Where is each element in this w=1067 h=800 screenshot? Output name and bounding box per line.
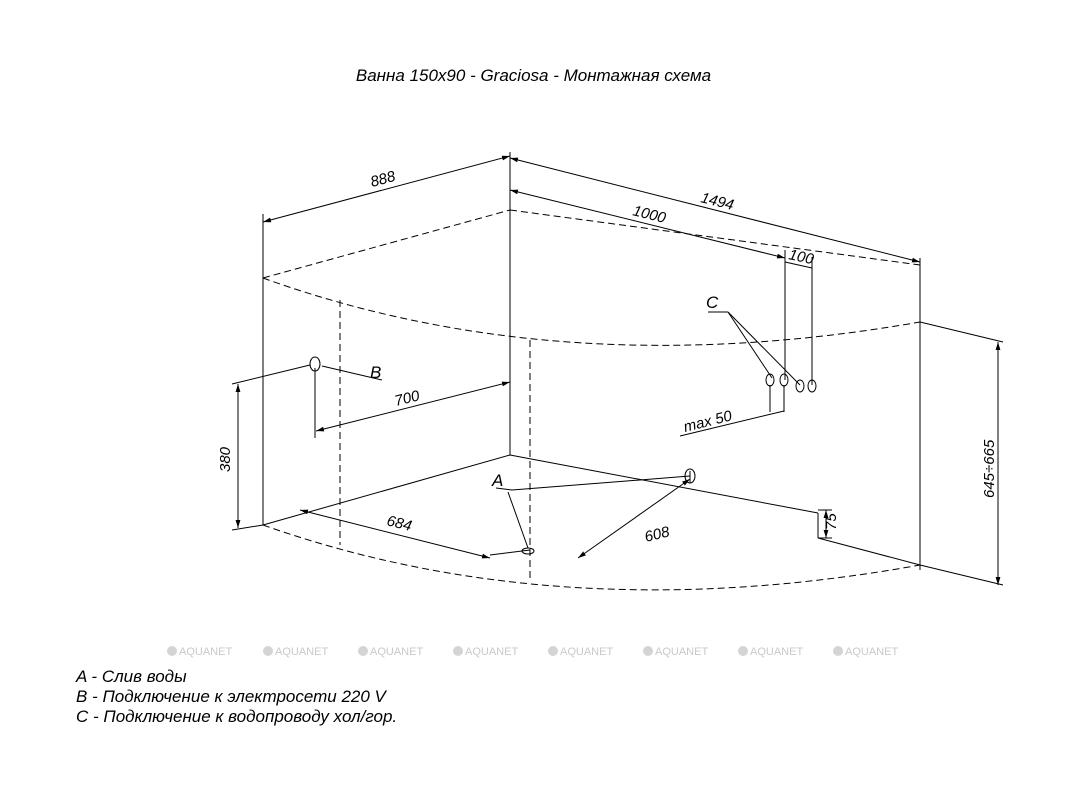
diagram-title: Ванна 150x90 - Graciosa - Монтажная схема (355, 66, 712, 85)
tub-frame-solid (263, 158, 920, 570)
dimension-lines (232, 152, 1003, 585)
dim-684: 684 (385, 512, 414, 535)
watermark: AQUANET (750, 646, 804, 658)
dim-700: 700 (392, 387, 422, 410)
legend-item-water: C - Подключение к водопроводу хол/гор. (76, 707, 398, 726)
legend-item-power: B - Подключение к электросети 220 V (76, 687, 386, 706)
water-inlet-marker-3 (796, 380, 804, 392)
dim-1000: 1000 (631, 202, 668, 227)
watermark: AQUANET (655, 646, 709, 658)
legend (76, 667, 397, 727)
watermark: AQUANET (845, 646, 899, 658)
callout-a: A (492, 471, 504, 490)
dim-888: 888 (368, 167, 398, 191)
callout-c: C (706, 293, 719, 312)
water-inlet-marker-2 (780, 374, 788, 386)
dim-max50: max 50 (681, 407, 734, 436)
tub-frame-dashed (263, 210, 920, 590)
dim-100: 100 (787, 246, 816, 269)
callout-b: B (370, 363, 382, 382)
watermark-row (167, 646, 898, 658)
watermark: AQUANET (370, 646, 424, 658)
watermark: AQUANET (560, 646, 614, 658)
dim-75: 75 (823, 513, 840, 530)
watermark: AQUANET (465, 646, 519, 658)
watermark: AQUANET (179, 646, 233, 658)
watermark: AQUANET (275, 646, 329, 658)
dim-645-665: 645÷665 (981, 439, 998, 498)
dim-608: 608 (642, 523, 672, 546)
legend-item-drain: A - Слив воды (76, 667, 187, 686)
dim-380: 380 (217, 446, 234, 472)
dim-1494: 1494 (699, 189, 736, 214)
